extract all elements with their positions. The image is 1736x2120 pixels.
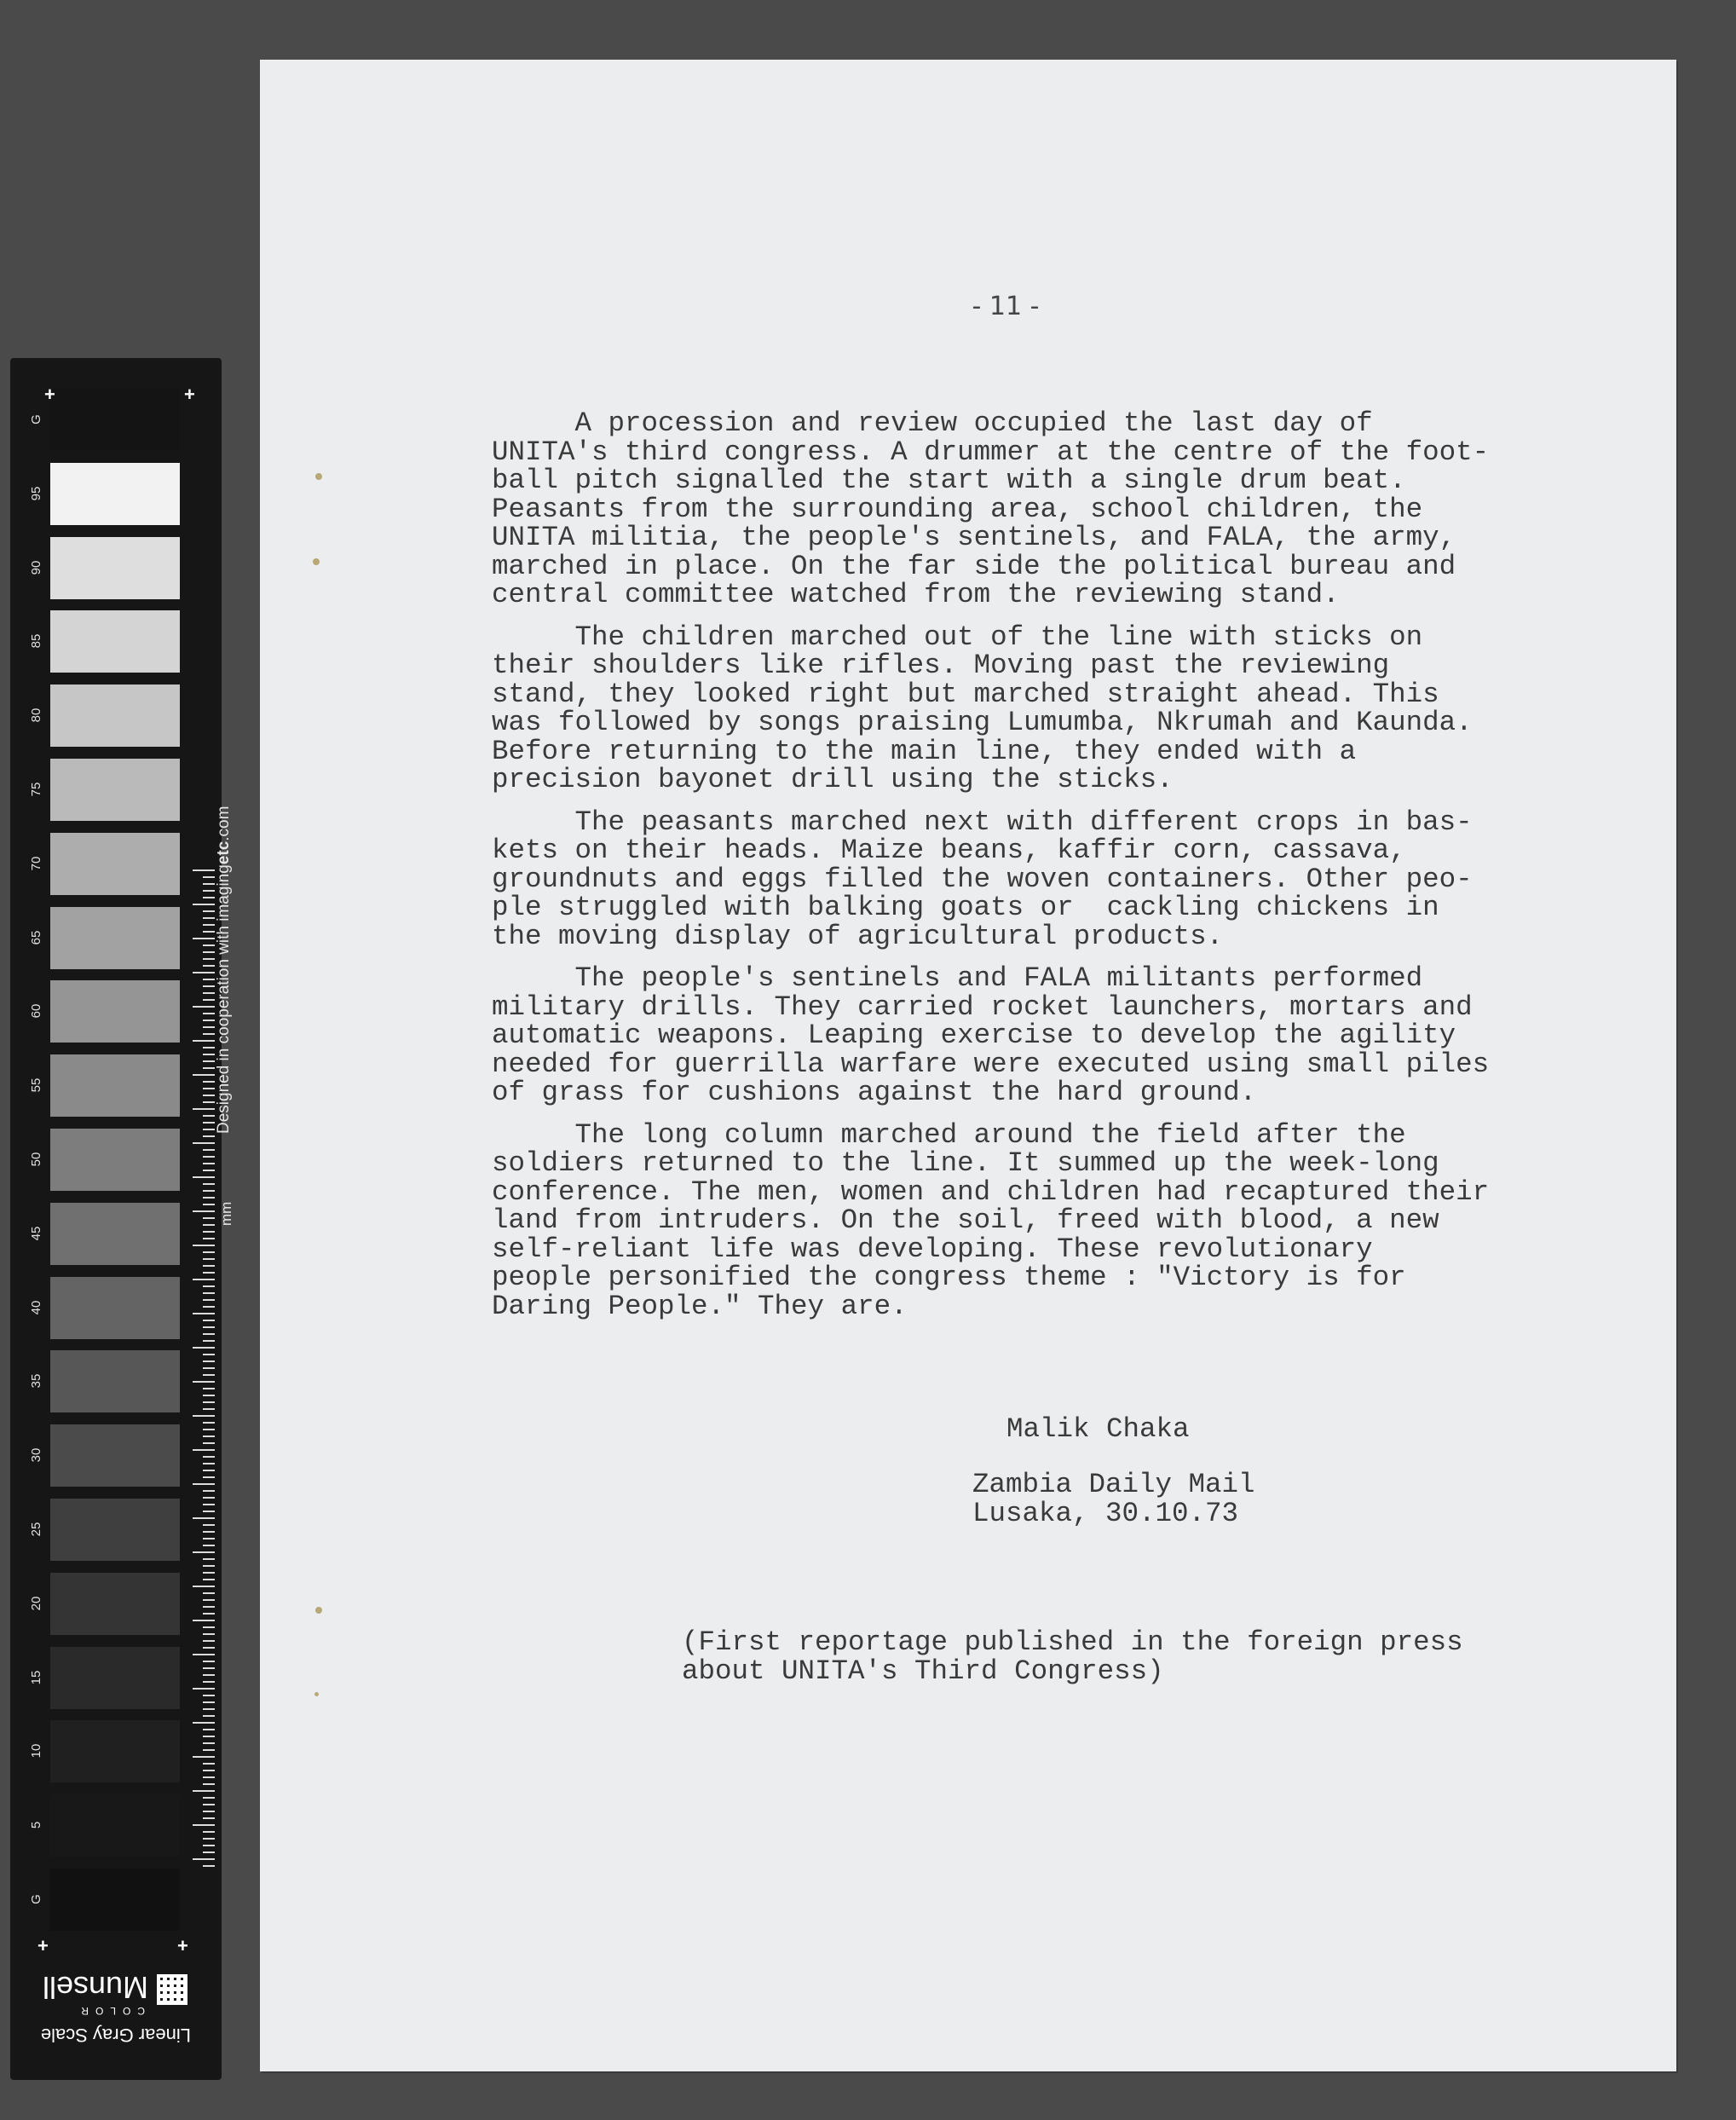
gray-patch-label: 65 — [29, 930, 43, 944]
gray-patch — [50, 1350, 180, 1412]
ruler-ticks — [189, 869, 215, 1867]
author-signature: Malik Chaka — [1006, 1413, 1190, 1445]
gray-patch-label: 5 — [29, 1822, 43, 1829]
gray-patch-label: 50 — [29, 1152, 43, 1167]
gray-patch-label: 85 — [29, 634, 43, 649]
gray-patch — [50, 389, 180, 451]
gray-patch — [50, 1720, 180, 1782]
punch-mark — [315, 1607, 322, 1614]
munsell-logo-icon — [157, 1974, 187, 2005]
gray-patch — [50, 1499, 180, 1561]
paragraph: A procession and review occupied the last day of UNITA's third congress. A drummer at the centre of the foot- ball pitch signalled the start with a single drum beat. Peasants from the surrounding area, school children, the UNITA militia, the people's sentinels, and FALA, the army, marched in place. On the far side the political bureau and central committee watched from the reviewing stand. — [492, 407, 1490, 610]
paragraph: The long column marched around the field after the soldiers returned to the line. It summed up the week-long conference. The men, women and children had recaptured their land from intruders. On the soil, freed with blood, a new self-reliant life was developing. These revolutionary people personified the congress theme : "Victory is for Daring People." They are. — [492, 1118, 1490, 1322]
page-number: - 11 - — [972, 292, 1040, 321]
plus-mark-top-right: + — [184, 384, 195, 405]
gray-patch-label: 55 — [29, 1077, 43, 1093]
gray-patch-label: G — [29, 414, 43, 425]
gray-patch-label: 45 — [29, 1226, 43, 1241]
gray-patch — [50, 685, 180, 747]
gray-patch-label: 35 — [29, 1374, 43, 1389]
gray-patch-label: 80 — [29, 708, 43, 723]
gray-patch-label: 40 — [29, 1300, 43, 1314]
gray-patch — [50, 610, 180, 673]
gray-patch — [50, 1424, 180, 1487]
brand-sub: COLOR — [74, 2005, 145, 2017]
paragraph: The people's sentinels and FALA militants performed military drills. They carried rocket launchers, mortars and automatic weapons. Leaping exercise to develop the agility needed for guerrilla warfare were executed using small piles of grass for cushions against the hard ground. — [492, 962, 1490, 1108]
paragraph: The peasants marched next with different crops in bas- kets on their heads. Maize beans, kaffir corn, cassava, groundnuts and eggs filled the woven containers. Other peo- ple struggled with balking goats or cackling chickens in the moving display of agricultural products. — [492, 806, 1473, 952]
publication-source: Zambia Daily Mail Lusaka, 30.10.73 — [972, 1469, 1255, 1529]
gray-patch — [50, 907, 180, 969]
brand-name: Munsell — [42, 1970, 148, 2005]
gray-patch — [50, 537, 180, 599]
gray-patch — [50, 1573, 180, 1635]
plus-mark-bottom-right: + — [177, 1935, 188, 1956]
gray-patch-label: 75 — [29, 782, 43, 797]
plus-mark-bottom-left: + — [37, 1935, 49, 1956]
punch-mark — [313, 558, 320, 565]
gray-patch — [50, 1647, 180, 1709]
gray-patch-label: 25 — [29, 1522, 43, 1537]
gray-patch — [50, 1869, 180, 1931]
gray-patch-label: 15 — [29, 1670, 43, 1684]
gray-patch — [50, 980, 180, 1043]
gray-patch — [50, 463, 180, 525]
gray-patch-label: 10 — [29, 1744, 43, 1759]
punch-mark — [315, 473, 322, 480]
gray-patch — [50, 1277, 180, 1339]
gray-patch — [50, 833, 180, 895]
gray-patch-label: 30 — [29, 1447, 43, 1463]
gray-patch — [50, 759, 180, 821]
gray-patch — [50, 1203, 180, 1265]
footnote: (First reportage published in the foreign press about UNITA's Third Congress) — [682, 1626, 1463, 1687]
gray-patch-label: 90 — [29, 560, 43, 575]
strip-credit: Designed in cooperation with imagingetc.com — [215, 806, 233, 1134]
gray-patch-label: 95 — [29, 486, 43, 501]
gray-patch — [50, 1794, 180, 1857]
scale-name: Linear Gray Scale — [40, 2025, 191, 2046]
gray-patch — [50, 1054, 180, 1117]
gray-patch — [50, 1129, 180, 1191]
gray-scale-card — [10, 358, 234, 2080]
article-body — [492, 409, 1600, 1334]
gray-patch-label: 20 — [29, 1596, 43, 1611]
ruler-unit: mm — [218, 1201, 234, 1226]
gray-patch-label: 70 — [29, 856, 43, 871]
munsell-brand — [27, 1952, 198, 2046]
gray-patch-label: 60 — [29, 1004, 43, 1019]
punch-mark — [314, 1692, 319, 1696]
document-page — [260, 60, 1676, 2071]
plus-mark-top-left: + — [44, 384, 55, 405]
paragraph: The children marched out of the line with sticks on their shoulders like rifles. Moving past the reviewing stand, they looked right but marched straight ahead. This was followed by songs praising Lumumba, Nkrumah and Kaunda. Before returning to the main line, they ended with a precision bayonet drill using the sticks. — [492, 621, 1473, 795]
gray-patch-label: G — [29, 1894, 43, 1904]
